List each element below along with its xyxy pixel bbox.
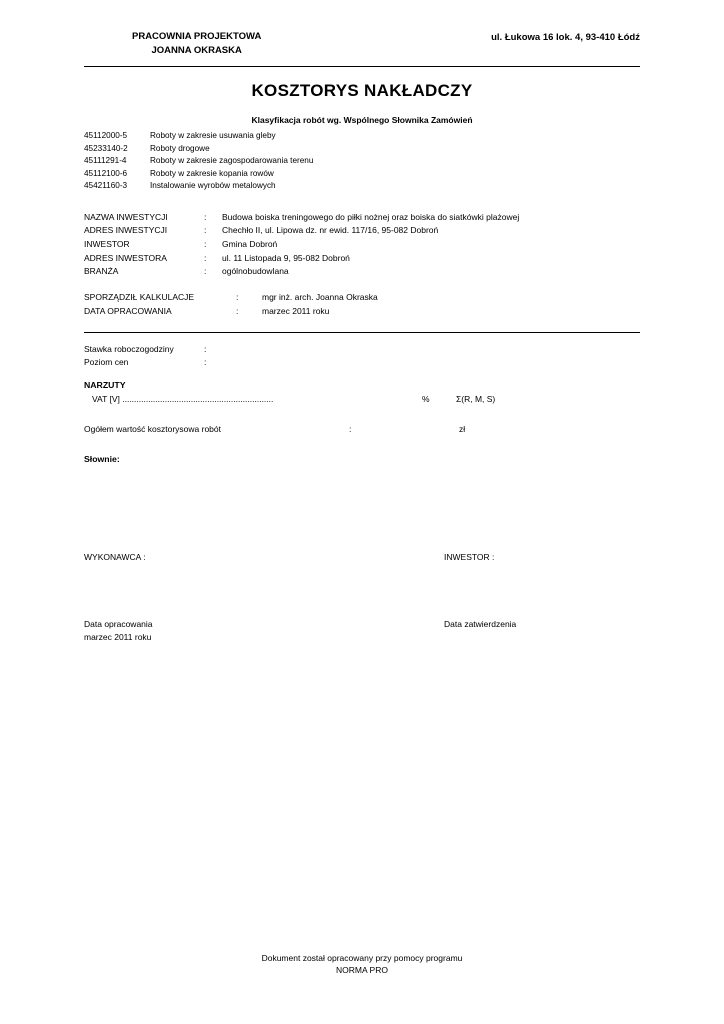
info-colon: :	[204, 266, 207, 277]
prepared-date-label: Data opracowania	[84, 619, 153, 630]
cpv-description: Roboty w zakresie zagospodarowania terenu	[150, 156, 314, 166]
info-value: Gmina Dobroń	[222, 239, 278, 250]
info-colon: :	[204, 225, 207, 236]
prepared-date-block	[84, 618, 444, 643]
table-row	[84, 142, 313, 155]
info-value: ogólnobudowlana	[222, 266, 289, 277]
info-value: ul. 11 Listopada 9, 95-082 Dobroń	[222, 252, 350, 263]
info-label: ADRES INWESTORA	[84, 252, 167, 263]
info-label: INWESTOR	[84, 239, 130, 250]
table-row	[84, 155, 313, 168]
cpv-code: 45111291-4	[84, 156, 127, 166]
hourly-rate-colon: :	[204, 343, 207, 354]
info-value: Budowa boiska treningowego do piłki nożnej oraz boiska do siatkówki plażowej	[222, 211, 520, 222]
classification-heading: Klasyfikacja robót wg. Wspólnego Słownika Zamówień	[251, 114, 473, 125]
authoring-info-table	[84, 290, 378, 317]
cpv-code: 45112100-6	[84, 168, 128, 178]
company-name-line2: JOANNA OKRASKA	[151, 44, 242, 56]
section-divider	[84, 332, 640, 333]
cpv-description: Roboty w zakresie usuwania gleby	[150, 131, 276, 141]
vat-percent-sign: %	[422, 394, 430, 405]
table-row	[84, 304, 378, 318]
cpv-description: Instalowanie wyrobów metalowych	[150, 181, 276, 191]
document-footer	[0, 952, 724, 977]
table-row	[84, 167, 313, 180]
authoring-value: marzec 2011 roku	[262, 305, 330, 316]
info-label: NAZWA INWESTYCJI	[84, 211, 168, 222]
table-row	[84, 290, 378, 304]
footer-line2: NORMA PRO	[336, 965, 388, 976]
info-colon: :	[204, 252, 207, 263]
table-row	[84, 251, 519, 265]
prepared-date-value: marzec 2011 roku	[84, 631, 152, 642]
authoring-label: DATA OPRACOWANIA	[84, 305, 172, 316]
table-row	[84, 237, 519, 251]
info-colon: :	[204, 211, 207, 222]
total-cost-currency: zł	[459, 424, 466, 435]
cpv-description: Roboty w zakresie kopania rowów	[150, 168, 274, 178]
authoring-value: mgr inż. arch. Joanna Okraska	[262, 292, 378, 303]
price-level-colon: :	[204, 356, 207, 367]
company-address: ul. Łukowa 16 lok. 4, 93-410 Łódź	[491, 32, 640, 43]
contractor-signature-label: WYKONAWCA :	[84, 552, 146, 563]
info-label: ADRES INWESTYCJI	[84, 225, 168, 236]
rates-block	[84, 343, 640, 369]
price-level-label: Poziom cen	[84, 356, 129, 367]
table-row	[84, 130, 313, 143]
document-header	[84, 30, 640, 58]
total-cost-row	[84, 424, 640, 434]
authoring-colon: :	[236, 292, 239, 303]
table-row	[84, 265, 519, 279]
table-row	[84, 224, 519, 238]
overheads-heading: NARZUTY	[84, 380, 126, 391]
investment-info-table	[84, 210, 519, 278]
vat-label: VAT [V] ................................................................	[92, 394, 274, 405]
document-content	[84, 30, 640, 643]
vat-row	[84, 394, 640, 404]
info-label: BRANŻA	[84, 266, 119, 277]
approved-date-label: Data zatwierdzenia	[444, 619, 517, 630]
cpv-code: 45233140-2	[84, 143, 128, 153]
total-cost-label: Ogółem wartość kosztorysowa robót	[84, 424, 221, 435]
company-name-line1: PRACOWNIA PROJEKTOWA	[132, 31, 262, 42]
info-colon: :	[204, 239, 207, 250]
price-level-row	[84, 356, 640, 369]
approved-date-block	[444, 618, 516, 643]
investor-signature-label: INWESTOR :	[444, 552, 495, 563]
table-row	[84, 210, 519, 224]
amount-in-words-label: Słownie:	[84, 454, 120, 465]
cpv-code: 45421160-3	[84, 181, 128, 191]
cpv-table	[84, 130, 313, 193]
authoring-label: SPORZĄDZIŁ KALKULACJE	[84, 292, 195, 303]
company-block	[132, 30, 261, 58]
signature-row	[84, 552, 640, 562]
authoring-colon: :	[236, 305, 239, 316]
header-divider	[84, 66, 640, 67]
hourly-rate-row	[84, 343, 640, 356]
page-title: KOSZTORYS NAKŁADCZY	[251, 80, 473, 100]
total-cost-colon: :	[349, 424, 352, 435]
table-row	[84, 180, 313, 193]
vat-formula: Σ(R, M, S)	[456, 394, 496, 405]
footer-line1: Dokument został opracowany przy pomocy programu	[261, 953, 463, 963]
date-row	[84, 618, 640, 643]
cpv-description: Roboty drogowe	[150, 143, 210, 153]
cpv-code: 45112000-5	[84, 131, 128, 141]
hourly-rate-label: Stawka roboczogodziny	[84, 343, 174, 354]
info-value: Chechło II, ul. Lipowa dz. nr ewid. 117/16, 95-082 Dobroń	[222, 225, 439, 236]
